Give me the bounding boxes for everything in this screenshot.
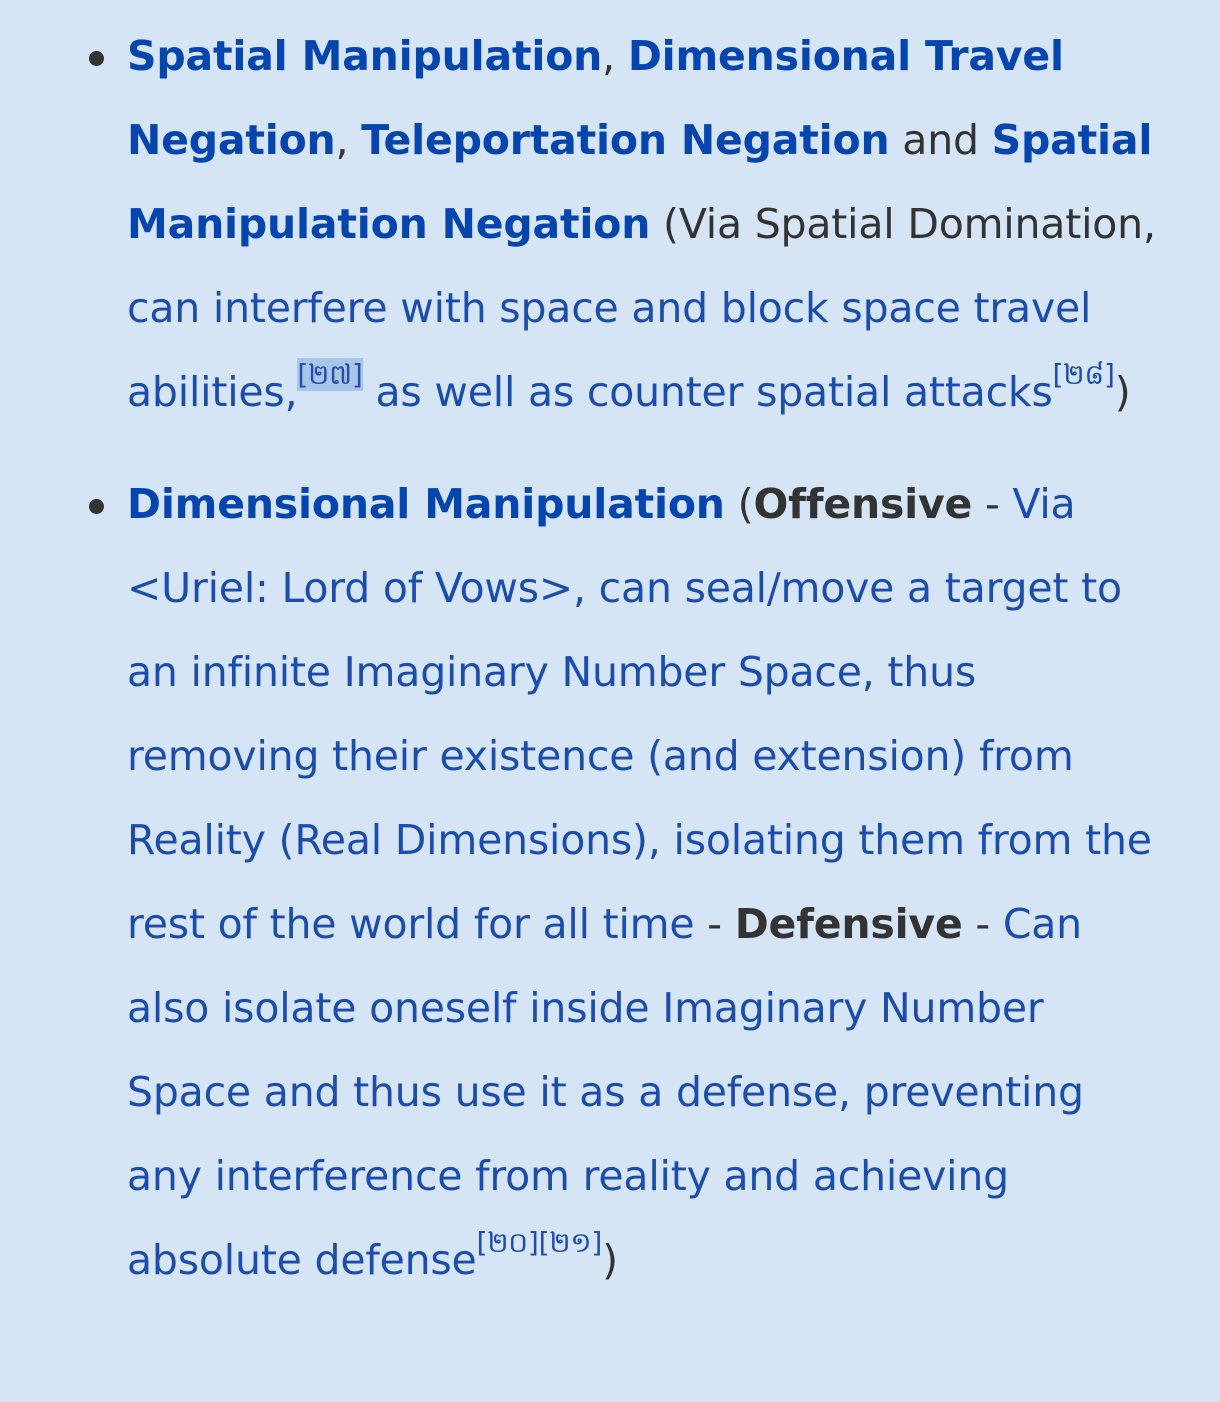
offensive-label: Offensive bbox=[753, 480, 973, 528]
separator: and bbox=[889, 116, 992, 164]
description-text: Via <Uriel: Lord of Vows>, can seal/move a target to an infinite Imaginary Number Space, thus removing their existence (and extension) from Reality (Real Dimensions), isolating them from the rest of the world for all time bbox=[127, 480, 1152, 948]
link-dimensional-manipulation[interactable]: Dimensional Manipulation bbox=[127, 480, 725, 528]
bullet-icon bbox=[89, 499, 104, 514]
description-text: Can also isolate oneself inside Imaginary Number Space and thus use it as a defense, preventing any interference from reality and achieving absolute defense bbox=[127, 900, 1084, 1284]
reference-link[interactable]: [២៨] bbox=[1052, 358, 1115, 391]
reference-link[interactable]: [២៧] bbox=[297, 358, 363, 391]
link-teleportation-negation[interactable]: Teleportation Negation bbox=[361, 116, 890, 164]
paren-close: ) bbox=[602, 1236, 618, 1284]
description-text: can interfere with space and block space travel abilities, bbox=[127, 284, 1092, 416]
defensive-label: Defensive bbox=[734, 900, 963, 948]
paren-text: (Via Spatial Domination, bbox=[650, 200, 1156, 248]
link-spatial-manipulation-negation[interactable]: Spatial Manipulation Negation bbox=[127, 116, 1153, 248]
description-text: as well as counter spatial attacks bbox=[362, 368, 1053, 416]
reference-link[interactable]: [២១] bbox=[538, 1226, 603, 1259]
list-item bbox=[0, 462, 1220, 1302]
link-spatial-manipulation[interactable]: Spatial Manipulation bbox=[127, 32, 603, 80]
link-dimensional-travel-negation[interactable]: Dimensional Travel Negation bbox=[127, 32, 1064, 164]
paren-close: ) bbox=[1114, 368, 1131, 416]
separator: , bbox=[335, 116, 362, 164]
abilities-list bbox=[0, 14, 1220, 1330]
dash: - bbox=[962, 900, 1003, 948]
reference-link[interactable]: [២០] bbox=[476, 1226, 539, 1259]
paren-open: ( bbox=[724, 480, 754, 528]
dash: - bbox=[972, 480, 1013, 528]
dash: - bbox=[694, 900, 735, 948]
separator: , bbox=[602, 32, 628, 80]
bullet-icon bbox=[89, 51, 104, 66]
list-item bbox=[0, 14, 1220, 434]
